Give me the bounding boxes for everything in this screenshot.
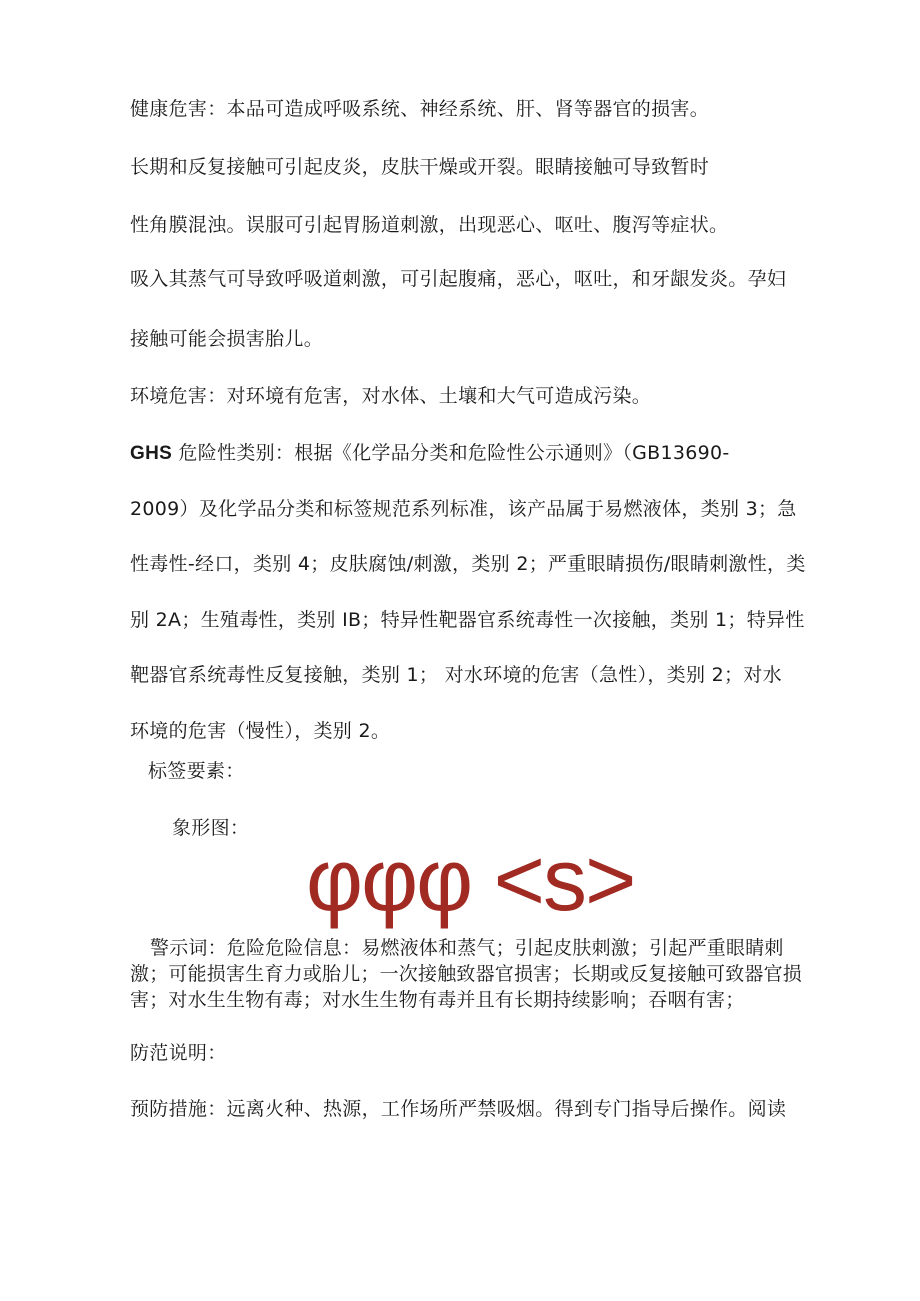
health-hazard-line-4: 吸入其蒸气可导致呼吸道刺激，可引起腹痛，恶心，呕吐，和牙龈发炎。孕妇 bbox=[130, 268, 787, 290]
label-elements-heading: 标签要素： bbox=[148, 760, 245, 782]
health-hazard-line-2: 长期和反复接触可引起皮炎，皮肤干燥或开裂。眼睛接触可导致暂时 bbox=[130, 156, 710, 178]
health-hazard-line-3: 性角膜混浊。误服可引起胃肠道刺激，出现恶心、呕吐、腹泻等症状。 bbox=[130, 214, 729, 236]
health-hazard-line-1: 健康危害：本品可造成呼吸系统、神经系统、肝、肾等器官的损害。 bbox=[130, 98, 710, 120]
ghs-lead: GHS bbox=[130, 443, 173, 464]
ghs-classification-text: 危险性类别：根据《化学品分类和危险性公示通则》（GB13690- bbox=[178, 442, 730, 464]
ghs-classification-line-3: 性毒性-经口，类别 4；皮肤腐蚀/刺激，类别 2；严重眼睛损伤/眼睛刺激性，类 bbox=[130, 553, 806, 575]
health-hazard-line-5: 接触可能会损害胎儿。 bbox=[130, 328, 324, 350]
ghs-classification-line-6: 环境的危害（慢性），类别 2。 bbox=[130, 720, 391, 742]
ghs-classification-line-4: 别 2A；生殖毒性，类别 IB；特异性靶器官系统毒性一次接触，类别 1；特异性 bbox=[130, 609, 805, 631]
prevention-line: 预防措施：远离火种、热源，工作场所严禁吸烟。得到专门指导后操作。阅读 bbox=[130, 1098, 787, 1120]
precautions-heading: 防范说明： bbox=[130, 1042, 227, 1064]
ghs-classification-line-1 bbox=[130, 441, 730, 466]
ghs-classification-line-5: 靶器官系统毒性反复接触，类别 1； 对水环境的危害（急性），类别 2；对水 bbox=[130, 664, 782, 686]
ghs-pictogram-glyphs: φφφ <s> bbox=[306, 830, 635, 929]
signal-word-block: 警示词：危险危险信息：易燃液体和蒸气；引起皮肤刺激；引起严重眼睛刺激；可能损害生育力或胎儿；一次接触致器官损害；长期或反复接触可致器官损害；对水生生物有毒；对水生生物有毒并且有长期持续影响；吞咽有害； bbox=[130, 937, 803, 1011]
pictogram-label: 象形图： bbox=[172, 817, 250, 839]
environment-hazard-line: 环境危害：对环境有危害，对水体、土壤和大气可造成污染。 bbox=[130, 385, 652, 407]
ghs-classification-line-2: 2009）及化学品分类和标签规范系列标准，该产品属于易燃液体，类别 3；急 bbox=[130, 498, 797, 520]
